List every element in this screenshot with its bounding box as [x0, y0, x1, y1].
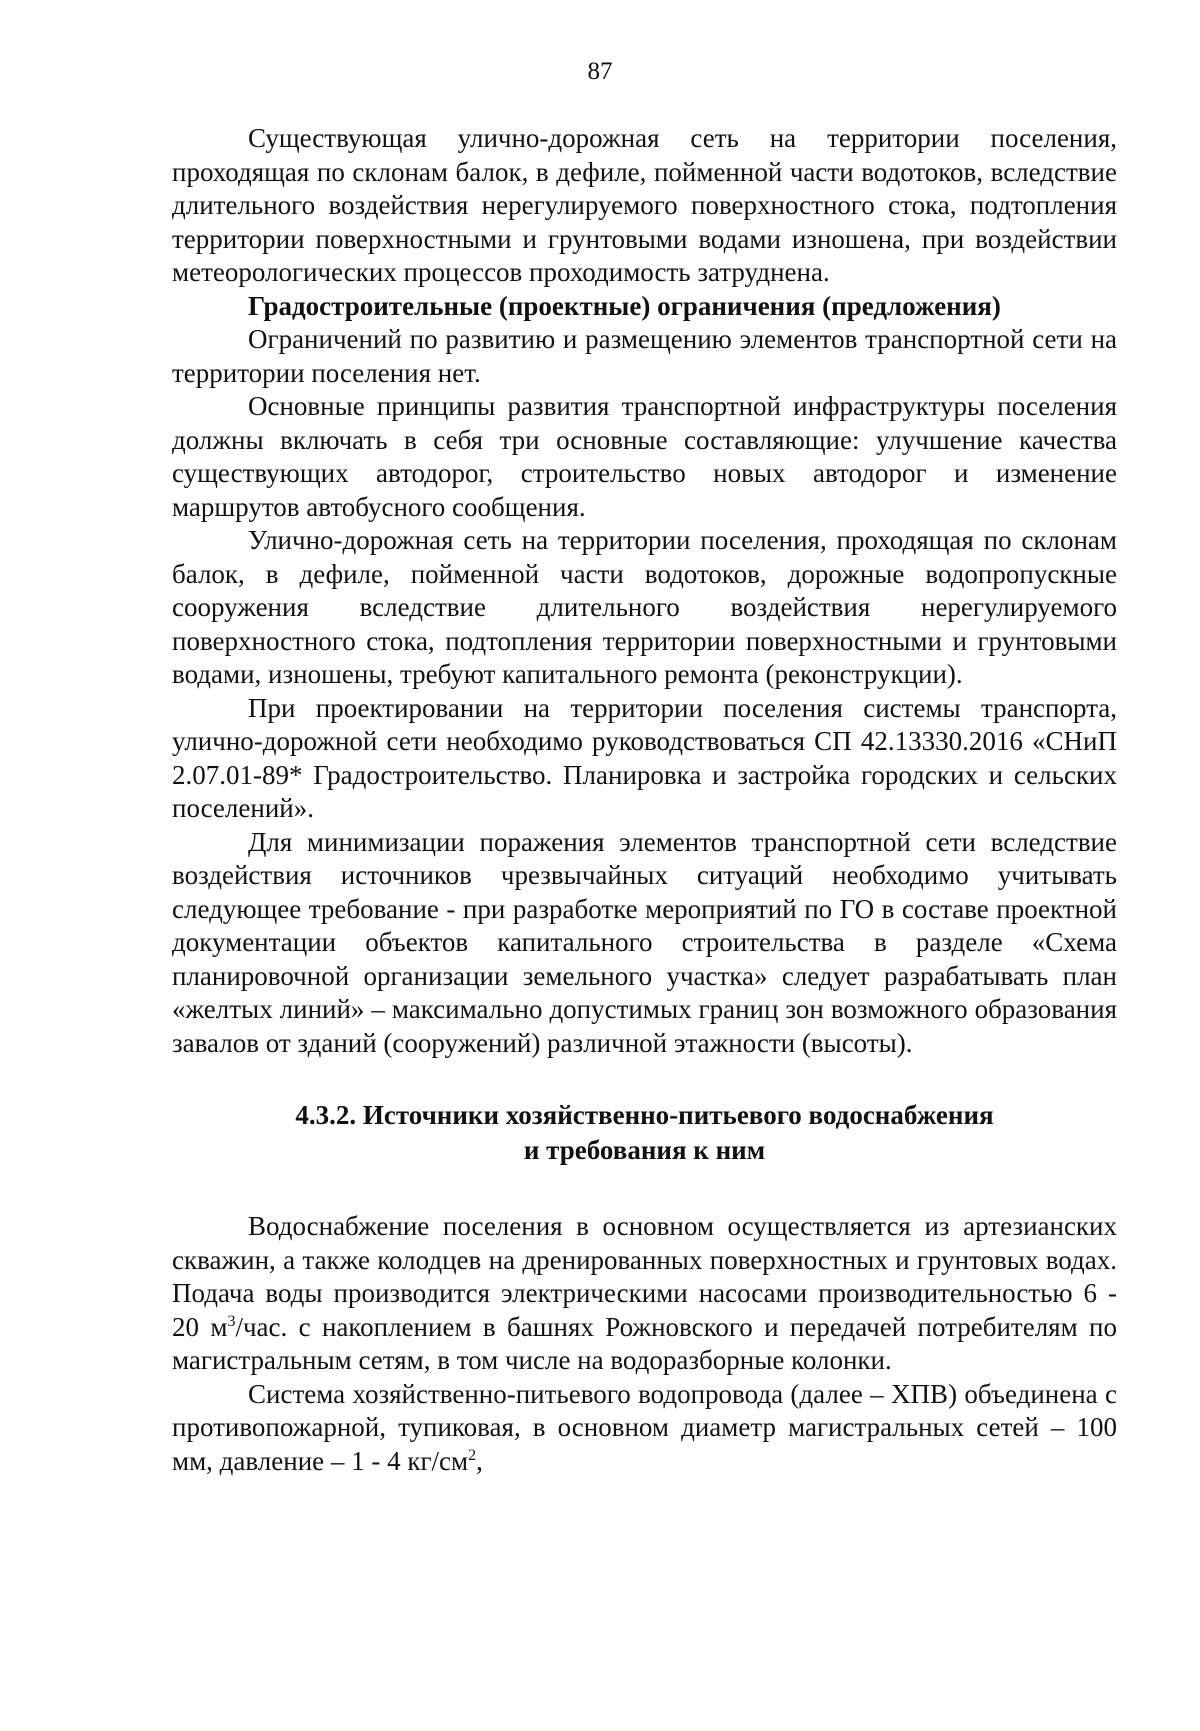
paragraph-water-supply-sources [172, 1210, 1117, 1378]
water-supply-text-start: Водоснабжение поселения в основном осуществляется из артезианских скважин, а также колодцев на дренированных поверхностных и грунтовых водах. Подача воды производится электрическими насосами производительностью 6 - 20 м [172, 1211, 1117, 1342]
cubic-superscript: 3 [227, 1312, 236, 1330]
paragraph-water-pipeline-system [172, 1378, 1117, 1479]
paragraph-development-principles: Основные принципы развития транспортной инфраструктуры поселения должны включать в себя три основные составляющие: улучшение качества существующих автодорог, строительство новых автодорог и изменение маршрутов автобусного сообщения. [172, 391, 1117, 522]
section-heading-water-supply [172, 1098, 1117, 1168]
section-heading-line-2: и требования к ним [523, 1135, 766, 1165]
paragraph-road-network-repair: Улично-дорожная сеть на территории поселения, проходящая по склонам балок, в дефиле, пойменной части водотоков, дорожные водопропускные сооружения вследствие длительного воздействия нерегулируемого поверхностного стока, подтопления территории поверхностными и грунтовыми водами, изношены, требуют капитального ремонта (реконструкции). [172, 525, 1117, 689]
paragraph-emergency-requirements: Для минимизации поражения элементов транспортной сети вследствие воздействия источников чрезвычайных ситуаций необходимо учитывать следующее требование - при разработке мероприятий по ГО в составе проектной документации объектов капитального строительства в разделе «Схема планировочной организации земельного участка» следует разрабатывать план «желтых линий» – максимально допустимых границ зон возможного образования завалов от зданий (сооружений) различной этажности (высоты). [172, 826, 1117, 1058]
document-body [172, 122, 1117, 1478]
paragraph-design-standards: При проектировании на территории поселения системы транспорта, улично-дорожной сети необходимо руководствоваться СП 42.13330.2016 «СНиП 2.07.01-89* Градостроительство. Планировка и застройка городских и сельских поселений». [172, 692, 1117, 823]
subheading-urban-planning-restrictions: Градостроительные (проектные) ограничения (предложения) [248, 290, 1001, 321]
water-supply-text-end: /час. с накоплением в башнях Рожновского и передачей потребителям по магистральным сетям, в том числе на водоразборные колонки. [172, 1311, 1117, 1375]
square-superscript: 2 [468, 1446, 477, 1464]
paragraph-no-restrictions: Ограничений по развитию и размещению элементов транспортной сети на территории поселения нет. [172, 324, 1117, 388]
pipeline-text-start: Система хозяйственно-питьевого водопровода (далее – ХПВ) объединена с противопожарной, тупиковая, в основном диаметр магистральных сетей – 100 мм, давление – 1 - 4 кг/см [172, 1378, 1117, 1476]
pipeline-text-end: , [476, 1445, 483, 1476]
paragraph-road-network-state: Существующая улично-дорожная сеть на территории поселения, проходящая по склонам балок, в дефиле, пойменной части водотоков, вследствие длительного воздействия нерегулируемого поверхностного стока, подтопления территории поверхностными и грунтовыми водами изношена, при воздействии метеорологических процессов проходимость затруднена. [172, 123, 1117, 287]
section-heading-line-1: 4.3.2. Источники хозяйственно-питьевого водоснабжения [295, 1100, 994, 1130]
page-number: 87 [587, 58, 613, 85]
